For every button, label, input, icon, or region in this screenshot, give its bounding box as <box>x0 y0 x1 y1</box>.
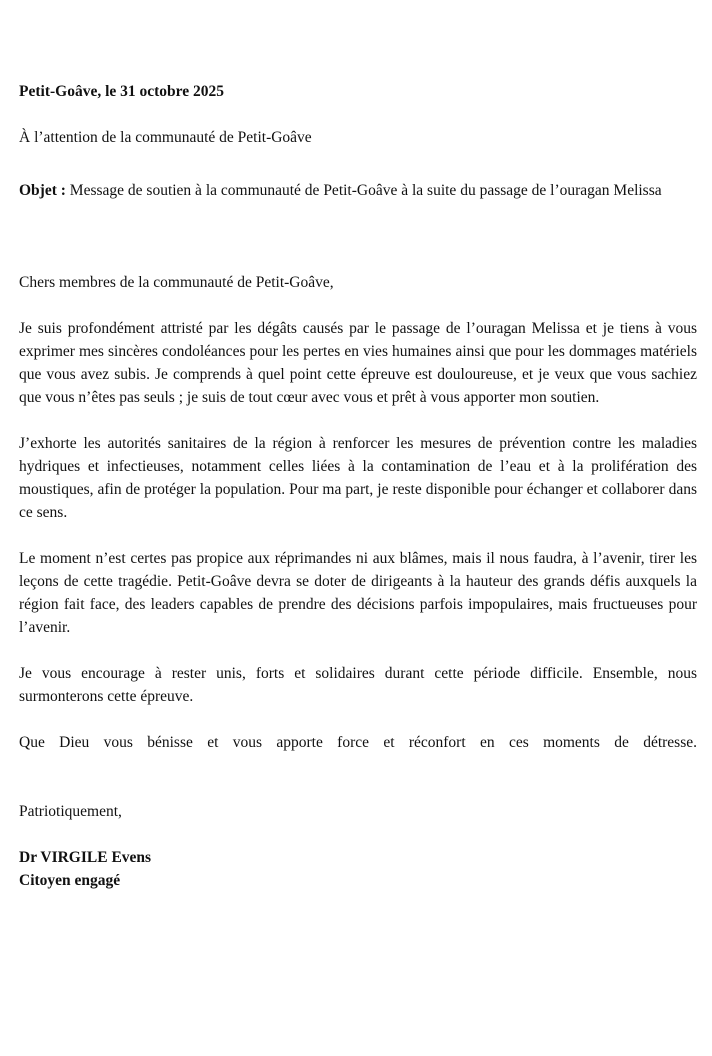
salutation: Chers membres de la communauté de Petit-Goâve, <box>19 274 334 291</box>
letter-page <box>19 80 697 892</box>
subject-line <box>19 179 697 202</box>
signature-block <box>19 846 697 892</box>
date-line: Petit-Goâve, le 31 octobre 2025 <box>19 83 225 100</box>
body-paragraph-4: Je vous encourage à rester unis, forts et solidaires durant cette période difficile. Ensemble, nous surmonterons cette épreuve. <box>19 665 697 705</box>
signature-name: Dr VIRGILE Evens <box>19 849 152 866</box>
subject-text: Message de soutien à la communauté de Petit-Goâve à la suite du passage de l’ouragan Melissa <box>65 182 662 199</box>
subject-label: Objet : <box>19 182 66 199</box>
signature-title: Citoyen engagé <box>19 872 121 889</box>
body-paragraph-2: J’exhorte les autorités sanitaires de la région à renforcer les mesures de prévention contre les maladies hydriques et infectieuses, notamment celles liées à la contamination de l’eau et à la prolifération des moustiques, afin de protéger la population. Pour ma part, je reste disponible pour échanger et collaborer dans ce sens. <box>19 435 697 521</box>
body-paragraph-5: Que Dieu vous bénisse et vous apporte force et réconfort en ces moments de détresse. <box>19 734 697 751</box>
closing-line: Patriotiquement, <box>19 803 122 820</box>
body-paragraph-3: Le moment n’est certes pas propice aux réprimandes ni aux blâmes, mais il nous faudra, à l’avenir, tirer les leçons de cette tragédie. Petit-Goâve devra se doter de dirigeants à la hauteur des grands défis auxquels la région fait face, des leaders capables de prendre des décisions parfois impopulaires, mais fructueuses pour l’avenir. <box>19 550 697 636</box>
body-paragraph-1: Je suis profondément attristé par les dégâts causés par le passage de l’ouragan Melissa et je tiens à vous exprimer mes sincères condoléances pour les pertes en vies humaines ainsi que pour les dommages matériels que vous avez subis. Je comprends à quel point cette épreuve est douloureuse, et je veux que vous sachiez que vous n’êtes pas seuls ; je suis de tout cœur avec vous et prêt à vous apporter mon soutien. <box>19 320 697 406</box>
attention-line: À l’attention de la communauté de Petit-Goâve <box>19 129 312 146</box>
